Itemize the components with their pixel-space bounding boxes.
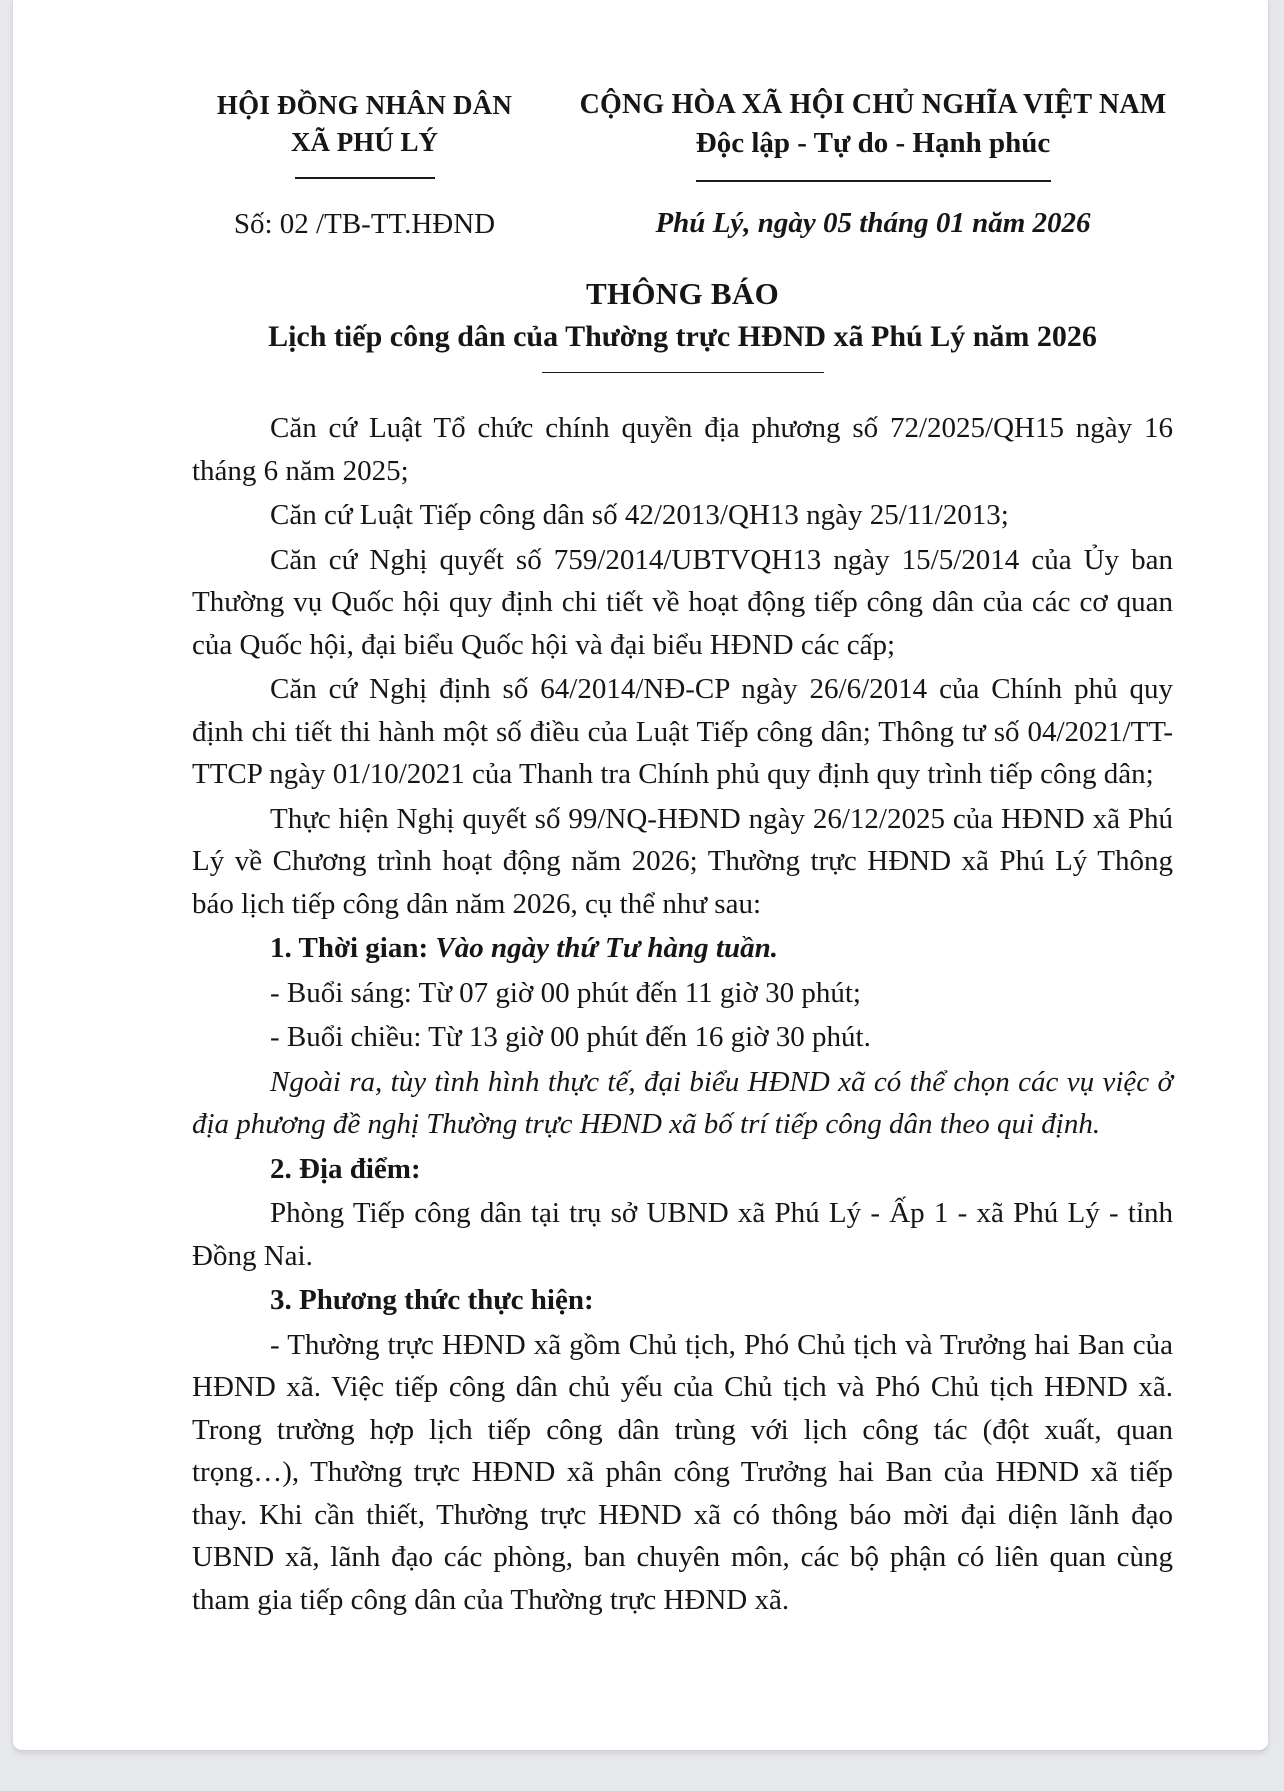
legal-basis-paragraph: Căn cứ Luật Tổ chức chính quyền địa phương số 72/2025/QH15 ngày 16 tháng 6 năm 2025; [192,412,1173,487]
morning-schedule-item: - Buổi sáng: Từ 07 giờ 00 phút đến 11 giờ 30 phút; [270,976,861,1009]
national-header-block [573,88,1173,241]
method-paragraph: - Thường trực HĐND xã gồm Chủ tịch, Phó Chủ tịch và Trưởng hai Ban của HĐND xã. Việc tiếp công dân chủ yếu của Chủ tịch và Phó Chủ tịch HĐND xã. Trong trường hợp lịch tiếp công dân trùng với lịch công tác (đột xuất, quan trọng…), Thường trực HĐND xã phân công Trưởng hai Ban của HĐND xã tiếp thay. Khi cần thiết, Thường trực HĐND xã có thông báo mời đại diện lãnh đạo UBND xã, lãnh đạo các phòng, ban chuyên môn, các bộ phận có liên quan cùng tham gia tiếp công dân của Thường trực HĐND xã. [192,1328,1173,1616]
document-content [192,0,1173,1623]
section-3-heading [192,1279,1173,1322]
document-kind-title: THÔNG BÁO [585,276,780,311]
place-date-line: Phú Lý, ngày 05 tháng 01 năm 2026 [655,207,1091,239]
afternoon-schedule-item: - Buổi chiều: Từ 13 giờ 00 phút đến 16 giờ 30 phút. [270,1021,871,1053]
document-subject-title: Lịch tiếp công dân của Thường trực HĐND xã Phú Lý năm 2026 [268,320,1097,353]
section-2-heading [192,1148,1173,1191]
section-3-label: 3. Phương thức thực hiện: [270,1284,594,1316]
national-title: CỘNG HÒA XÃ HỘI CHỦ NGHĨA VIỆT NAM [579,89,1167,120]
note-paragraph: Ngoài ra, tùy tình hình thực tế, đại biểu HĐND xã có thể chọn các vụ việc ở địa phương đề nghị Thường trực HĐND xã bố trí tiếp công dân theo qui định. [192,1065,1173,1140]
org-parent-name: HỘI ĐỒNG NHÂN DÂN [216,90,513,120]
national-motto: Độc lập - Tự do - Hạnh phúc [695,127,1051,159]
title-underline [542,372,824,373]
section-2-label: 2. Địa điểm: [270,1152,421,1185]
doc-number: Số: 02 /TB-TT.HĐND [233,208,496,240]
issuing-org-block [192,88,537,242]
location-paragraph: Phòng Tiếp công dân tại trụ sở UBND xã Phú Lý - Ấp 1 - xã Phú Lý - tỉnh Đồng Nai. [192,1197,1173,1272]
legal-basis-paragraph: Căn cứ Nghị định số 64/2014/NĐ-CP ngày 26/6/2014 của Chính phủ quy định chi tiết thi hành một số điều của Luật Tiếp công dân; Thông tư số 04/2021/TT-TTCP ngày 01/10/2021 của Thanh tra Chính phủ quy định quy trình tiếp công dân; [192,673,1173,790]
document-page [12,0,1269,1751]
section-1-value: Vào ngày thứ Tư hàng tuần. [435,932,778,964]
letterhead [192,88,1173,242]
intro-paragraph: Thực hiện Nghị quyết số 99/NQ-HĐND ngày 26/12/2025 của HĐND xã Phú Lý về Chương trình hoạt động năm 2026; Thường trực HĐND xã Phú Lý Thông báo lịch tiếp công dân năm 2026, cụ thể như sau: [192,802,1173,920]
section-1-label: 1. Thời gian: [270,932,436,964]
org-name: XÃ PHÚ LÝ [291,127,438,157]
org-underline [295,177,435,179]
motto-underline [696,180,1051,182]
legal-basis-paragraph: Căn cứ Luật Tiếp công dân số 42/2013/QH13 ngày 25/11/2013; [270,499,1009,531]
document-body [192,407,1173,1621]
section-1-heading [192,927,1173,970]
legal-basis-paragraph: Căn cứ Nghị quyết số 759/2014/UBTVQH13 ngày 15/5/2014 của Ủy ban Thường vụ Quốc hội quy định chi tiết về hoạt động tiếp công dân của các cơ quan của Quốc hội, đại biểu Quốc hội và đại biểu HĐND các cấp; [192,543,1173,661]
title-block [192,275,1173,373]
